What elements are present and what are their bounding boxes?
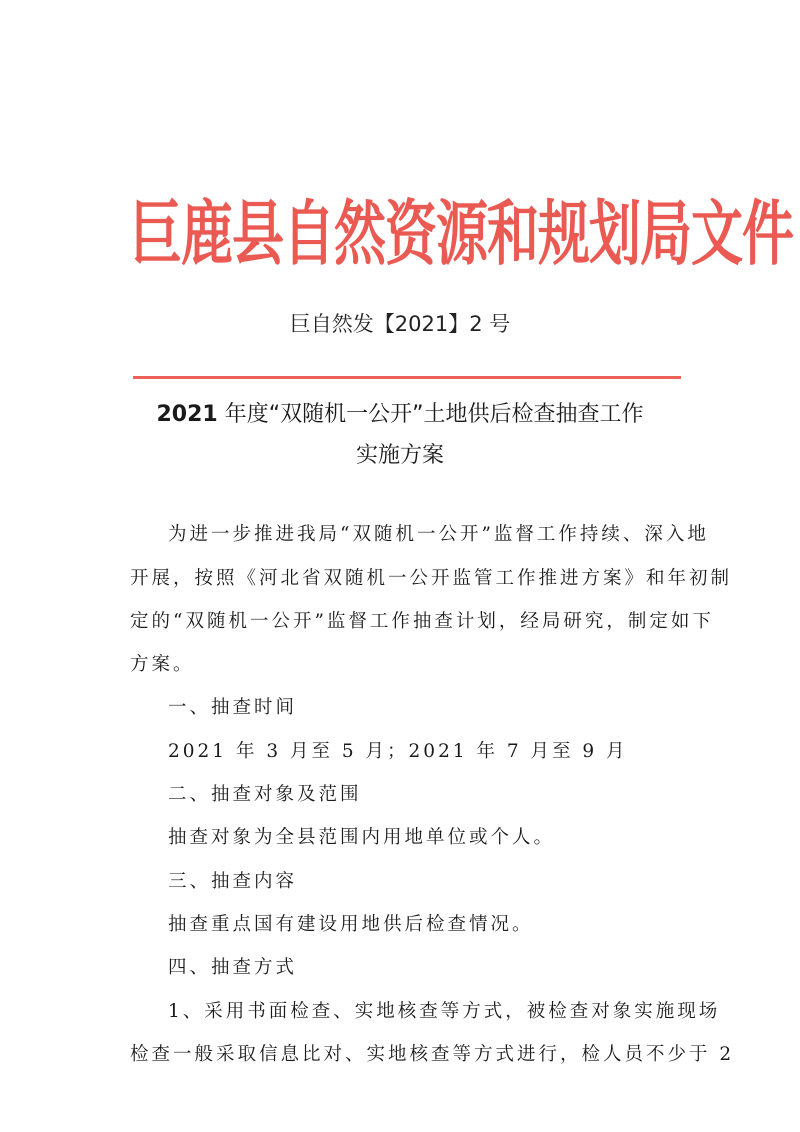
masthead-title: 巨鹿县自然资源和规划局文件 [130,193,794,276]
method-item-1-line-2: 检查一般采取信息比对、实地核查等方式进行，检人员不少于 2 [130,1044,735,1065]
section-1-heading: 一、抽查时间 [168,697,298,718]
section-3-content: 抽查重点国有建设用地供后检查情况。 [168,914,534,935]
section-1-content: 2021 年 3 月至 5 月；2021 年 7 月至 9 月 [168,741,628,762]
section-2-heading: 二、抽查对象及范围 [168,784,362,805]
intro-line-4: 方案。 [130,654,195,675]
red-divider-rule [133,376,681,379]
section-4-heading: 四、抽查方式 [168,957,298,978]
method-item-1-line-1: 1、采用书面检查、实地核查等方式，被检查对象实施现场 [168,1001,721,1022]
section-2-content: 抽查对象为全县范围内用地单位或个人。 [168,827,556,848]
title-year: 2021 [156,402,218,427]
document-title-line2: 实施方案 [355,443,444,468]
intro-line-3: 定的“双随机一公开”监督工作抽查计划，经局研究，制定如下 [130,611,714,632]
intro-line-2: 开展，按照《河北省双随机一公开监管工作推进方案》和年初制 [130,568,733,589]
intro-line-1: 为进一步推进我局“双随机一公开”监督工作持续、深入地 [168,524,709,545]
document-title-line1 [0,397,800,428]
section-3-heading: 三、抽查内容 [168,871,298,892]
document-number: 巨自然发【2021】2 号 [289,312,511,336]
title-rest: 年度“双随机一公开”土地供后检查抽查工作 [217,402,644,427]
